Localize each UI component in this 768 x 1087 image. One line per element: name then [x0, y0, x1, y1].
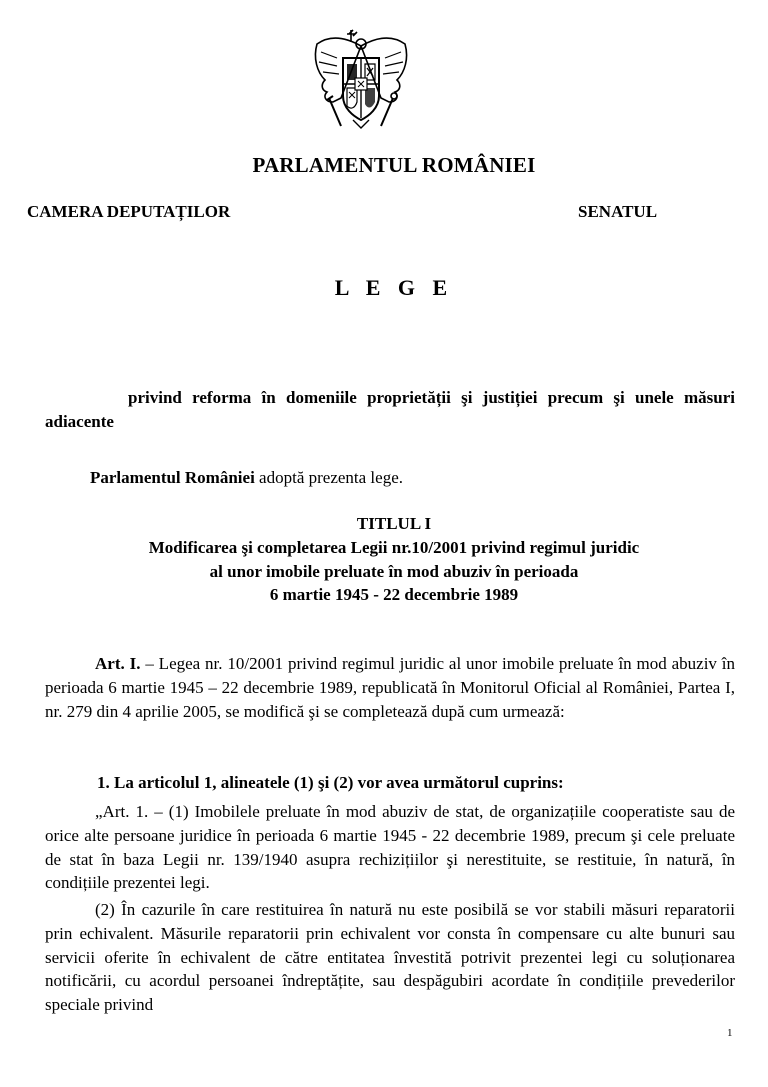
chamber-of-deputies-label: CAMERA DEPUTAȚILOR	[27, 202, 231, 221]
article-1-text: – Legea nr. 10/2001 privind regimul juridic al unor imobile preluate în mod abuziv în perioada 6 martie 1945 – 22 decembrie 1989, republicată în Monitorul Oficial al României, Partea I, nr. 279 din 4 aprilie 2005, se modifică şi se completează după cum urmează:	[45, 654, 736, 721]
document-type-heading: L E G E	[334, 275, 454, 300]
quoted-paragraph-2: (2) În cazurile în care restituirea în natură nu este posibilă se vor stabili măsuri reparatorii prin echivalent. Măsurile reparatorii prin echivalent vor consta în compensare cu alte bunuri sau servicii oferite în echivalent de către entitatea învestită potrivit prezentei legi cu soluționarea notificării, cu acordul persoanei îndreptățite, sau despăgubiri acordate în condițiile prevederilor speciale privind	[45, 900, 735, 1015]
quoted-paragraph-1: „Art. 1. – (1) Imobilele preluate în mod abuziv de stat, de organizațiile cooperatiste sau de orice alte persoane juridice în perioada 6 martie 1945 - 22 decembrie 1989, precum şi cele preluate de stat în baza Legii nr. 139/1940 asupra rechizițiilor şi nerestituite, se restituie, în natură, în condițiile prezentei legi.	[45, 802, 735, 893]
article-1-label: Art. I.	[95, 654, 141, 673]
article-1-paragraph	[45, 652, 735, 723]
title-block	[0, 512, 768, 607]
title-line: 6 martie 1945 - 22 decembrie 1989	[269, 585, 519, 605]
law-subject: privind reforma în domeniile proprietății şi justiției precum şi unele măsuri adiacente	[45, 388, 735, 431]
page-number: 1	[727, 1027, 733, 1039]
adoption-text: adoptă prezenta lege.	[254, 468, 403, 487]
adoption-statement	[90, 468, 403, 488]
senate-label: SENATUL	[578, 202, 658, 221]
title-number: TITLUL I	[356, 514, 432, 533]
amendment-heading: 1. La articolul 1, alineatele (1) şi (2) vor avea următorul cuprins:	[97, 773, 564, 792]
title-line: Modificarea şi completarea Legii nr.10/2001 privind regimul juridic	[148, 537, 640, 557]
adoption-parliament-name: Parlamentul României	[90, 468, 255, 487]
romania-coat-of-arms-icon	[307, 28, 415, 132]
parliament-heading: PARLAMENTUL ROMÂNIEI	[252, 153, 536, 177]
title-line: al unor imobile preluate în mod abuziv în perioada	[209, 561, 579, 581]
